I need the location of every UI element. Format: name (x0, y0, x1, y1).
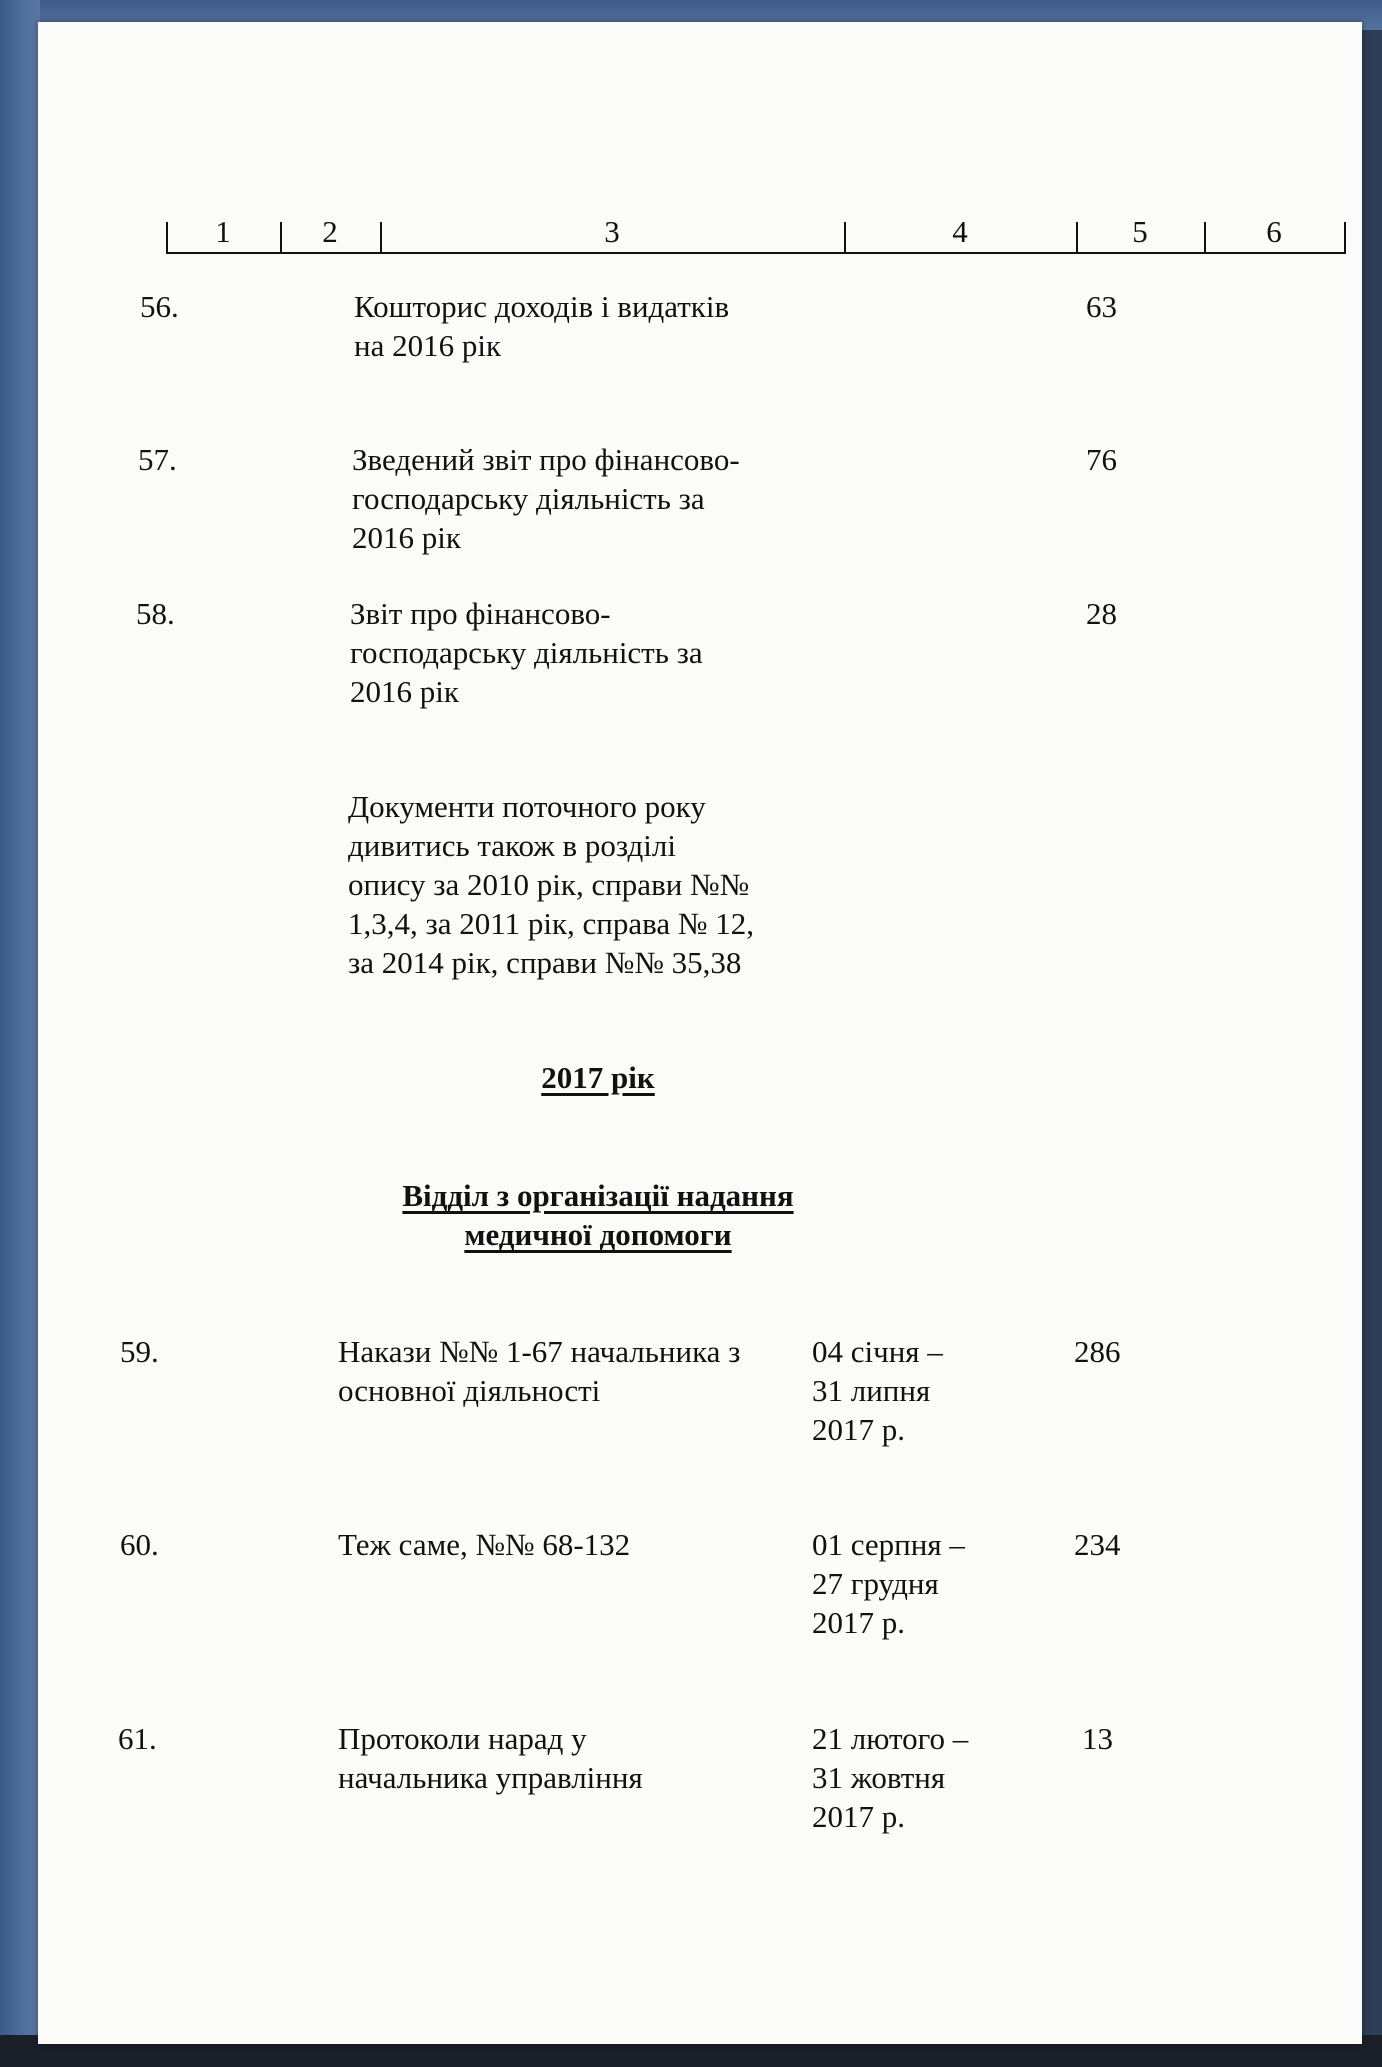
header-col-6: 6 (1266, 214, 1282, 249)
document-page (38, 22, 1362, 2044)
row-pages: 76 (1086, 442, 1117, 477)
reference-note: Документи поточного року дивитись також в розділі опису за 2010 рік, справи №№ 1,3,4, за 2011 рік, справа № 12, за 2014 рік, справи №№ 35,38 (348, 789, 754, 980)
row-pages: 13 (1082, 1721, 1113, 1756)
row-number: 57. (138, 442, 177, 477)
row-title: Кошторис доходів і видатків на 2016 рік (354, 289, 730, 363)
table-header (166, 212, 1346, 254)
row-title: Зведений звіт про фінансово- господарську діяльність за 2016 рік (352, 442, 740, 555)
row-title: Теж саме, №№ 68-132 (338, 1527, 631, 1562)
header-col-2: 2 (322, 214, 338, 249)
header-col-4: 4 (952, 214, 968, 249)
header-col-5: 5 (1132, 214, 1148, 249)
header-col-1: 1 (215, 214, 231, 249)
row-title: Звіт про фінансово- господарську діяльність за 2016 рік (350, 596, 703, 709)
header-divider (1344, 222, 1346, 252)
row-title: Протоколи нарад у начальника управління (338, 1721, 643, 1795)
row-dates: 21 лютого – 31 жовтня 2017 р. (812, 1721, 969, 1834)
header-col-3: 3 (604, 214, 620, 249)
row-pages: 28 (1086, 596, 1117, 631)
row-pages: 234 (1074, 1527, 1121, 1562)
row-dates: 04 січня – 31 липня 2017 р. (812, 1334, 943, 1447)
row-title: Накази №№ 1-67 начальника з основної діяльності (338, 1334, 741, 1408)
row-number: 56. (140, 289, 179, 324)
row-dates: 01 серпня – 27 грудня 2017 р. (812, 1527, 965, 1640)
section-heading: Відділ з організації надання медичної допомоги (402, 1178, 794, 1252)
row-number: 58. (136, 596, 175, 631)
year-heading: 2017 рік (541, 1060, 655, 1095)
row-pages: 286 (1074, 1334, 1121, 1369)
row-number: 61. (118, 1721, 157, 1756)
row-number: 60. (120, 1527, 159, 1562)
row-number: 59. (120, 1334, 159, 1369)
background-left (0, 0, 40, 2067)
row-pages: 63 (1086, 289, 1117, 324)
